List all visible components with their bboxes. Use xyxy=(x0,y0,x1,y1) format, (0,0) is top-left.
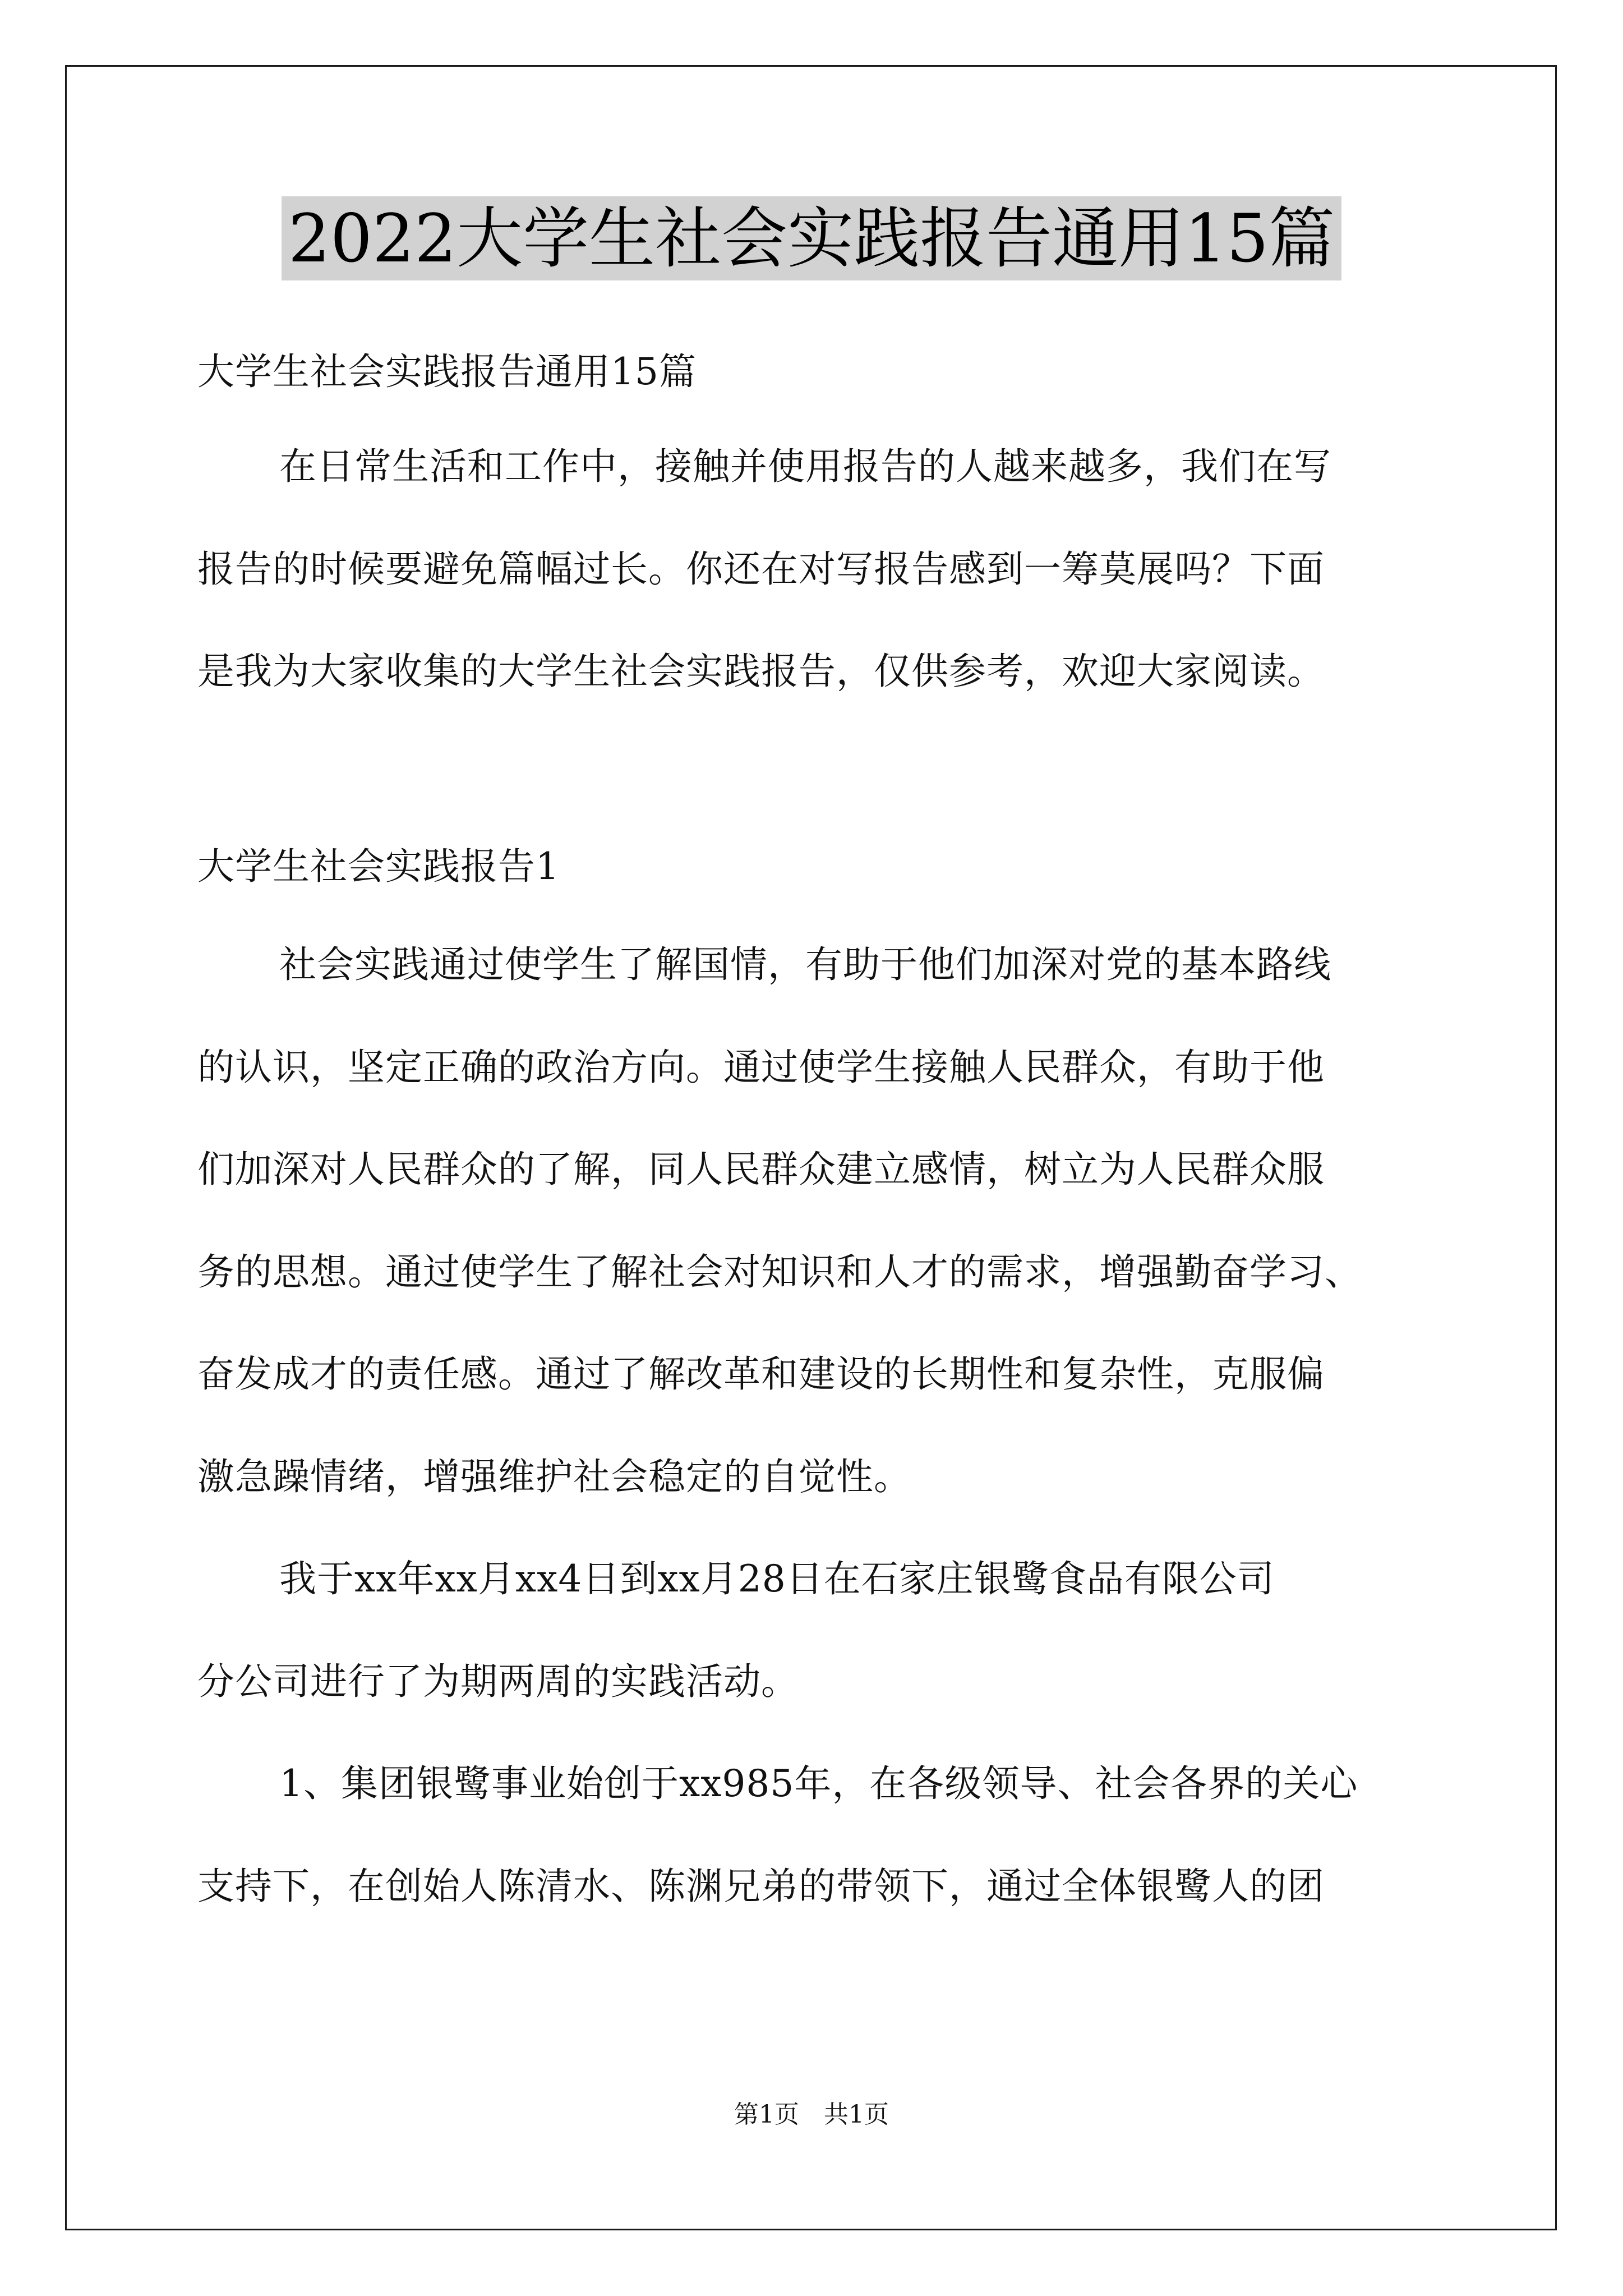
document-subtitle: 大学生社会实践报告通用15篇 xyxy=(197,350,697,393)
para2-line-1: 我于xx年xx月xx4日到xx月28日在石家庄银鹭食品有限公司 xyxy=(279,1557,1275,1600)
para1-line-5: 奋发成才的责任感。通过了解改革和建设的长期性和复杂性，克服偏 xyxy=(197,1352,1325,1396)
para1-line-6: 激急躁情绪，增强维护社会稳定的自觉性。 xyxy=(197,1455,911,1498)
title-wrap xyxy=(0,196,1623,280)
document-title: 2022大学生社会实践报告通用15篇 xyxy=(282,196,1341,280)
para3-line-1: 1、集团银鹭事业始创于xx985年，在各级领导、社会各界的关心 xyxy=(279,1762,1358,1805)
intro-line-1: 在日常生活和工作中，接触并使用报告的人越来越多，我们在写 xyxy=(279,445,1331,488)
intro-line-2: 报告的时候要避免篇幅过长。你还在对写报告感到一筹莫展吗？下面 xyxy=(197,547,1325,591)
intro-line-3: 是我为大家收集的大学生社会实践报告，仅供参考，欢迎大家阅读。 xyxy=(197,650,1325,693)
para3-line-2: 支持下，在创始人陈清水、陈渊兄弟的带领下，通过全体银鹭人的团 xyxy=(197,1865,1325,1908)
para1-line-4: 务的思想。通过使学生了解社会对知识和人才的需求，增强勤奋学习、 xyxy=(197,1250,1362,1294)
section-heading: 大学生社会实践报告1 xyxy=(197,845,560,888)
page-footer: 第1页 共1页 xyxy=(734,2100,889,2129)
para1-line-3: 们加深对人民群众的了解，同人民群众建立感情，树立为人民群众服 xyxy=(197,1148,1325,1191)
para1-line-2: 的认识，坚定正确的政治方向。通过使学生接触人民群众，有助于他 xyxy=(197,1046,1325,1089)
para1-line-1: 社会实践通过使学生了解国情，有助于他们加深对党的基本路线 xyxy=(279,943,1331,986)
para2-line-2: 分公司进行了为期两周的实践活动。 xyxy=(197,1660,799,1703)
